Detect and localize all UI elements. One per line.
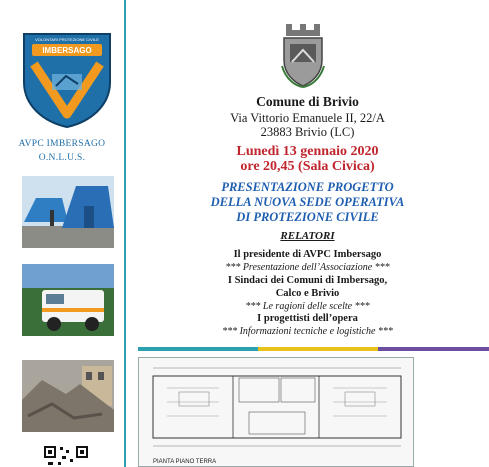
address-city: 23883 Brivio (LC) — [260, 125, 355, 139]
speaker-designers: I progettisti dell’opera — [257, 313, 358, 324]
speaker-mayors-towns: Calco e Brivio — [275, 288, 340, 299]
photo-vehicle — [22, 264, 114, 336]
floor-plan-image — [138, 357, 414, 467]
org-status: O.N.L.U.S. — [38, 153, 86, 163]
photo-earthquake-rubble — [22, 360, 114, 432]
sidebar — [0, 0, 124, 467]
presentation-line-1: PRESENTAZIONE PROGETTO — [221, 180, 394, 194]
decorative-stripes — [138, 347, 489, 351]
address-street: Via Vittorio Emanuele II, 22/A — [230, 111, 385, 125]
qr-code — [42, 444, 90, 467]
speaker-president: Il presidente di AVPC Imbersago — [233, 249, 382, 260]
logo-banner-text: IMBERSAGO — [42, 46, 92, 55]
speaker-president-topic: *** Presentazione dell’Associazione *** — [225, 262, 390, 273]
org-name: AVPC IMBERSAGO — [18, 139, 106, 149]
speakers-heading: RELATORI — [280, 230, 335, 242]
event-time: ore 20,45 (Sala Civica) — [240, 159, 375, 174]
speaker-designers-topic: *** Informazioni tecniche e logistiche *** — [222, 326, 393, 337]
speaker-mayors: I Sindaci dei Comuni di Imbersago, — [227, 275, 388, 286]
brivio-coat-of-arms-icon — [280, 20, 326, 88]
event-date: Lunedì 13 gennaio 2020 — [236, 144, 379, 159]
floor-plan-drawing — [139, 358, 413, 466]
photo-tents — [22, 176, 114, 248]
main-content — [126, 0, 489, 467]
presentation-line-2: DELLA NUOVA SEDE OPERATIVA — [210, 195, 405, 209]
speaker-mayors-topic: *** Le ragioni delle scelte *** — [245, 301, 370, 312]
logo-top-text: VOLONTARI PROTEZIONE CIVILE — [35, 37, 99, 42]
avpc-logo — [20, 30, 114, 128]
presentation-line-3: DI PROTEZIONE CIVILE — [236, 210, 379, 224]
comune-title: Comune di Brivio — [256, 94, 359, 109]
floor-plan-label: PIANTA PIANO TERRA — [153, 459, 217, 465]
